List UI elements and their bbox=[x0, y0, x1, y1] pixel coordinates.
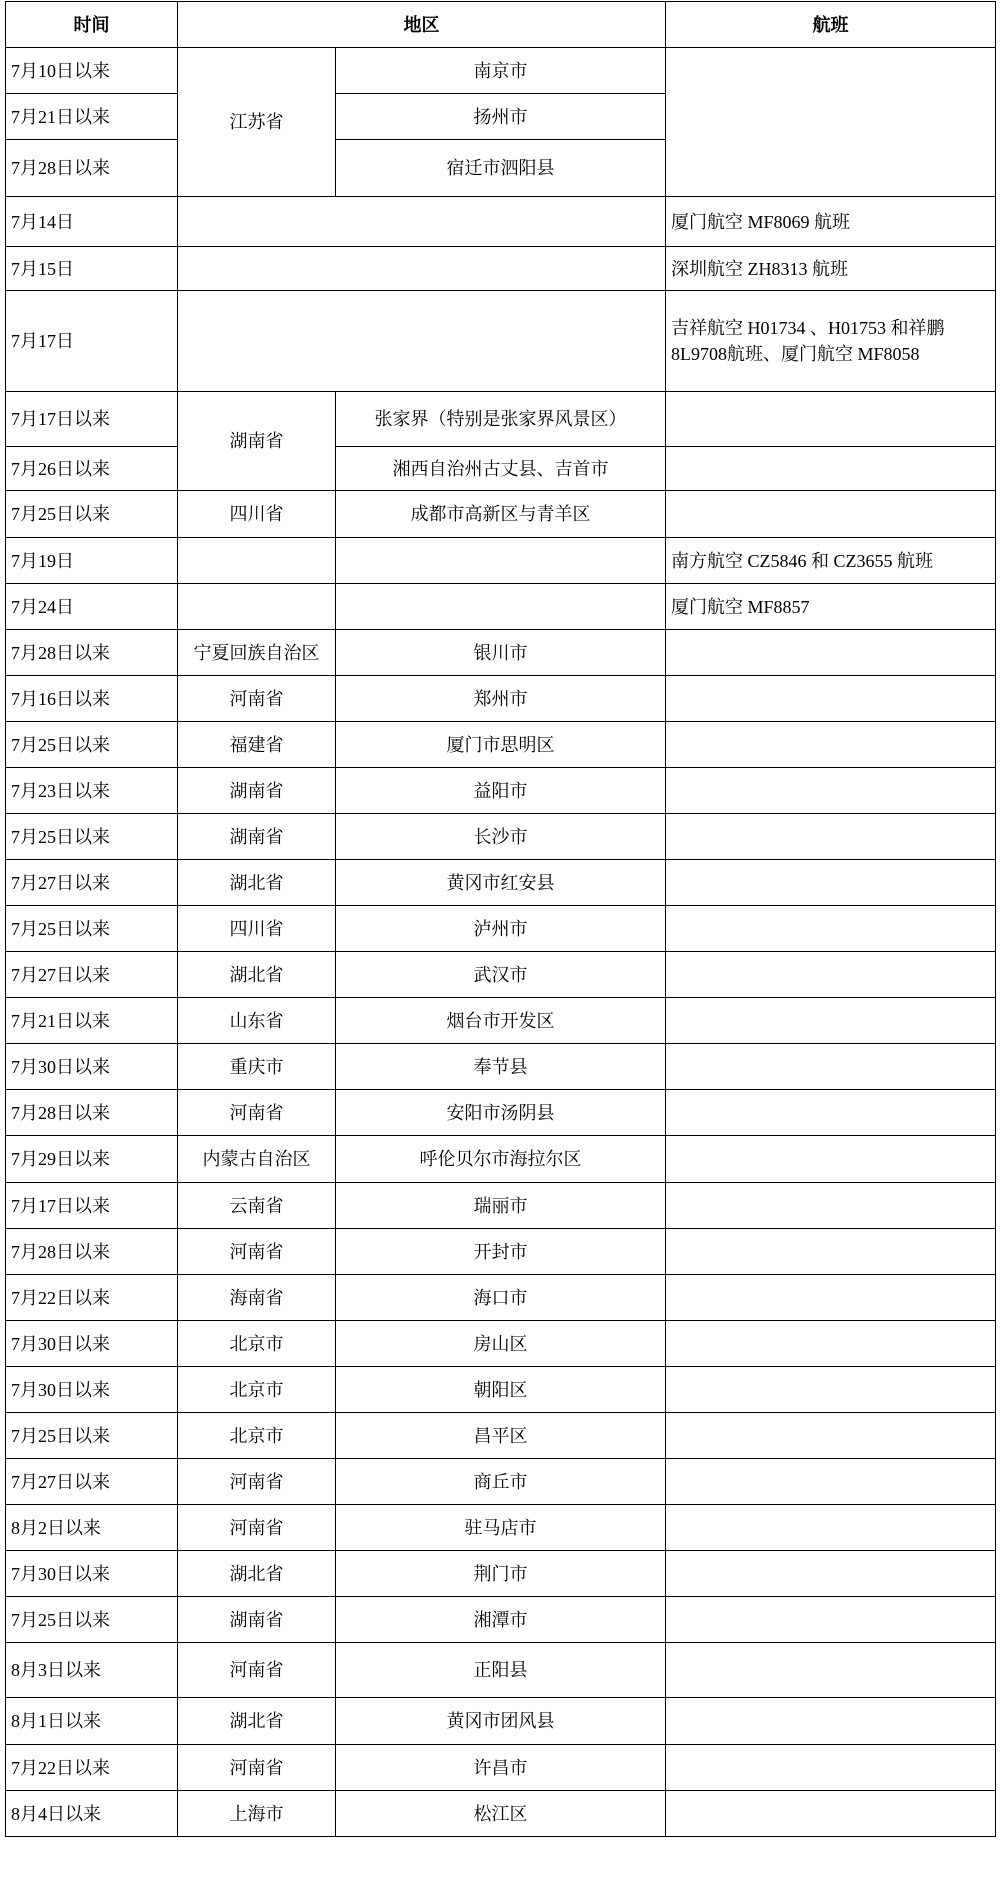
flight-cell: 吉祥航空 H01734 、H01753 和祥鹏 8L9708航班、厦门航空 MF8058 bbox=[666, 291, 996, 392]
city-cell: 郑州市 bbox=[336, 676, 666, 722]
time-cell: 7月15日 bbox=[6, 247, 178, 291]
province-cell: 北京市 bbox=[178, 1321, 336, 1367]
city-cell: 朝阳区 bbox=[336, 1367, 666, 1413]
time-cell: 7月30日以来 bbox=[6, 1367, 178, 1413]
time-cell: 7月26日以来 bbox=[6, 447, 178, 491]
time-cell: 7月28日以来 bbox=[6, 140, 178, 197]
flight-cell bbox=[666, 1698, 996, 1745]
table-row bbox=[6, 291, 996, 392]
city-cell: 成都市高新区与青羊区 bbox=[336, 491, 666, 538]
time-cell: 8月3日以来 bbox=[6, 1643, 178, 1698]
time-cell: 7月24日 bbox=[6, 584, 178, 630]
time-cell: 7月22日以来 bbox=[6, 1275, 178, 1321]
header-row bbox=[6, 2, 996, 48]
city-cell: 奉节县 bbox=[336, 1044, 666, 1090]
city-cell: 松江区 bbox=[336, 1791, 666, 1837]
province-cell: 内蒙古自治区 bbox=[178, 1136, 336, 1183]
table-row bbox=[6, 860, 996, 906]
province-cell bbox=[178, 584, 336, 630]
flight-cell bbox=[666, 1791, 996, 1837]
province-cell: 湖北省 bbox=[178, 860, 336, 906]
province-cell: 河南省 bbox=[178, 1505, 336, 1551]
time-cell: 7月25日以来 bbox=[6, 1597, 178, 1643]
city-cell: 黄冈市红安县 bbox=[336, 860, 666, 906]
flight-cell: 深圳航空 ZH8313 航班 bbox=[666, 247, 996, 291]
province-cell: 湖南省 bbox=[178, 1597, 336, 1643]
flight-cell bbox=[666, 1044, 996, 1090]
province-cell: 河南省 bbox=[178, 1090, 336, 1136]
table-row bbox=[6, 722, 996, 768]
flight-cell bbox=[666, 906, 996, 952]
flight-cell bbox=[666, 952, 996, 998]
time-cell: 7月25日以来 bbox=[6, 906, 178, 952]
time-cell: 7月10日以来 bbox=[6, 48, 178, 94]
time-cell: 7月25日以来 bbox=[6, 1413, 178, 1459]
table-row bbox=[6, 491, 996, 538]
flight-cell bbox=[666, 1183, 996, 1229]
time-cell: 7月30日以来 bbox=[6, 1321, 178, 1367]
province-cell: 山东省 bbox=[178, 998, 336, 1044]
flight-cell bbox=[666, 1505, 996, 1551]
table-row bbox=[6, 197, 996, 247]
province-cell: 河南省 bbox=[178, 676, 336, 722]
flight-cell bbox=[666, 1459, 996, 1505]
table-row bbox=[6, 1597, 996, 1643]
city-cell: 昌平区 bbox=[336, 1413, 666, 1459]
time-cell: 7月17日以来 bbox=[6, 392, 178, 447]
time-cell: 7月30日以来 bbox=[6, 1551, 178, 1597]
province-cell: 云南省 bbox=[178, 1183, 336, 1229]
province-cell: 湖北省 bbox=[178, 1698, 336, 1745]
city-cell: 开封市 bbox=[336, 1229, 666, 1275]
time-cell: 7月14日 bbox=[6, 197, 178, 247]
time-cell: 7月19日 bbox=[6, 538, 178, 584]
city-cell: 烟台市开发区 bbox=[336, 998, 666, 1044]
city-cell: 武汉市 bbox=[336, 952, 666, 998]
time-cell: 8月1日以来 bbox=[6, 1698, 178, 1745]
city-cell: 湘西自治州古丈县、吉首市 bbox=[336, 447, 666, 491]
time-cell: 7月16日以来 bbox=[6, 676, 178, 722]
city-cell: 厦门市思明区 bbox=[336, 722, 666, 768]
table-row bbox=[6, 1745, 996, 1791]
table-row bbox=[6, 1791, 996, 1837]
city-cell: 扬州市 bbox=[336, 94, 666, 140]
province-cell: 河南省 bbox=[178, 1643, 336, 1698]
time-cell: 7月28日以来 bbox=[6, 1229, 178, 1275]
province-cell: 江苏省 bbox=[178, 48, 336, 197]
flight-cell bbox=[666, 860, 996, 906]
city-cell bbox=[336, 538, 666, 584]
flight-cell bbox=[666, 447, 996, 491]
flight-cell bbox=[666, 1597, 996, 1643]
city-cell: 泸州市 bbox=[336, 906, 666, 952]
flight-cell bbox=[666, 1745, 996, 1791]
table-row bbox=[6, 584, 996, 630]
flight-cell bbox=[666, 491, 996, 538]
city-cell: 房山区 bbox=[336, 1321, 666, 1367]
flight-cell bbox=[666, 392, 996, 447]
province-cell: 河南省 bbox=[178, 1229, 336, 1275]
table-row bbox=[6, 1044, 996, 1090]
flight-cell bbox=[666, 1090, 996, 1136]
table-row bbox=[6, 952, 996, 998]
table-row bbox=[6, 1413, 996, 1459]
province-cell: 北京市 bbox=[178, 1367, 336, 1413]
time-cell: 7月29日以来 bbox=[6, 1136, 178, 1183]
flight-cell bbox=[666, 814, 996, 860]
table-row bbox=[6, 768, 996, 814]
time-cell: 8月4日以来 bbox=[6, 1791, 178, 1837]
province-cell: 上海市 bbox=[178, 1791, 336, 1837]
province-cell: 宁夏回族自治区 bbox=[178, 630, 336, 676]
province-cell: 海南省 bbox=[178, 1275, 336, 1321]
table-row bbox=[6, 630, 996, 676]
province-cell: 湖北省 bbox=[178, 952, 336, 998]
table-row bbox=[6, 447, 996, 491]
time-cell: 7月23日以来 bbox=[6, 768, 178, 814]
province-cell: 湖南省 bbox=[178, 814, 336, 860]
province-cell: 重庆市 bbox=[178, 1044, 336, 1090]
city-cell: 许昌市 bbox=[336, 1745, 666, 1791]
table-row bbox=[6, 1643, 996, 1698]
time-cell: 7月22日以来 bbox=[6, 1745, 178, 1791]
flight-cell: 南方航空 CZ5846 和 CZ3655 航班 bbox=[666, 538, 996, 584]
city-cell: 黄冈市团风县 bbox=[336, 1698, 666, 1745]
city-cell: 银川市 bbox=[336, 630, 666, 676]
time-cell: 7月27日以来 bbox=[6, 952, 178, 998]
time-cell: 7月30日以来 bbox=[6, 1044, 178, 1090]
time-cell: 7月25日以来 bbox=[6, 814, 178, 860]
table-row bbox=[6, 998, 996, 1044]
flight-cell bbox=[666, 1367, 996, 1413]
flight-cell bbox=[666, 1275, 996, 1321]
table-row bbox=[6, 1505, 996, 1551]
header-region: 地区 bbox=[178, 2, 666, 48]
time-cell: 7月28日以来 bbox=[6, 1090, 178, 1136]
table-row bbox=[6, 247, 996, 291]
table-body bbox=[6, 48, 996, 1837]
province-cell: 河南省 bbox=[178, 1745, 336, 1791]
city-cell bbox=[336, 584, 666, 630]
city-cell: 长沙市 bbox=[336, 814, 666, 860]
table-row bbox=[6, 1136, 996, 1183]
time-cell: 7月27日以来 bbox=[6, 1459, 178, 1505]
header-flight: 航班 bbox=[666, 2, 996, 48]
province-cell: 福建省 bbox=[178, 722, 336, 768]
city-cell: 荆门市 bbox=[336, 1551, 666, 1597]
city-cell: 正阳县 bbox=[336, 1643, 666, 1698]
province-cell: 北京市 bbox=[178, 1413, 336, 1459]
flight-cell bbox=[666, 1413, 996, 1459]
city-cell: 瑞丽市 bbox=[336, 1183, 666, 1229]
table-row bbox=[6, 1090, 996, 1136]
region-cell bbox=[178, 197, 666, 247]
table-row bbox=[6, 538, 996, 584]
header-time: 时间 bbox=[6, 2, 178, 48]
flight-cell bbox=[666, 998, 996, 1044]
province-cell: 河南省 bbox=[178, 1459, 336, 1505]
time-cell: 7月17日以来 bbox=[6, 1183, 178, 1229]
table-row bbox=[6, 1275, 996, 1321]
time-cell: 7月21日以来 bbox=[6, 998, 178, 1044]
table-row bbox=[6, 1321, 996, 1367]
flight-cell bbox=[666, 676, 996, 722]
table-row bbox=[6, 1459, 996, 1505]
table-row bbox=[6, 392, 996, 447]
city-cell: 宿迁市泗阳县 bbox=[336, 140, 666, 197]
province-cell bbox=[178, 538, 336, 584]
flight-cell: 厦门航空 MF8857 bbox=[666, 584, 996, 630]
province-cell: 四川省 bbox=[178, 491, 336, 538]
time-cell: 7月17日 bbox=[6, 291, 178, 392]
city-cell: 呼伦贝尔市海拉尔区 bbox=[336, 1136, 666, 1183]
flight-cell bbox=[666, 48, 996, 197]
province-cell: 湖北省 bbox=[178, 1551, 336, 1597]
flight-cell bbox=[666, 1321, 996, 1367]
flight-cell: 厦门航空 MF8069 航班 bbox=[666, 197, 996, 247]
region-cell bbox=[178, 291, 666, 392]
region-cell bbox=[178, 247, 666, 291]
city-cell: 益阳市 bbox=[336, 768, 666, 814]
time-cell: 8月2日以来 bbox=[6, 1505, 178, 1551]
city-cell: 湘潭市 bbox=[336, 1597, 666, 1643]
flight-cell bbox=[666, 1643, 996, 1698]
flight-cell bbox=[666, 630, 996, 676]
table-row bbox=[6, 906, 996, 952]
table-row bbox=[6, 48, 996, 94]
table-row bbox=[6, 1698, 996, 1745]
table-row bbox=[6, 1229, 996, 1275]
risk-area-table bbox=[5, 1, 996, 1837]
flight-cell bbox=[666, 1229, 996, 1275]
time-cell: 7月28日以来 bbox=[6, 630, 178, 676]
flight-cell bbox=[666, 1551, 996, 1597]
time-cell: 7月25日以来 bbox=[6, 722, 178, 768]
city-cell: 南京市 bbox=[336, 48, 666, 94]
time-cell: 7月21日以来 bbox=[6, 94, 178, 140]
province-cell: 湖南省 bbox=[178, 768, 336, 814]
table-row bbox=[6, 1367, 996, 1413]
table-row bbox=[6, 676, 996, 722]
city-cell: 海口市 bbox=[336, 1275, 666, 1321]
time-cell: 7月27日以来 bbox=[6, 860, 178, 906]
province-cell: 湖南省 bbox=[178, 392, 336, 491]
city-cell: 驻马店市 bbox=[336, 1505, 666, 1551]
table-row bbox=[6, 1551, 996, 1597]
province-cell: 四川省 bbox=[178, 906, 336, 952]
time-cell: 7月25日以来 bbox=[6, 491, 178, 538]
city-cell: 安阳市汤阴县 bbox=[336, 1090, 666, 1136]
flight-cell bbox=[666, 1136, 996, 1183]
city-cell: 张家界（特别是张家界风景区） bbox=[336, 392, 666, 447]
table-row bbox=[6, 814, 996, 860]
flight-cell bbox=[666, 768, 996, 814]
flight-cell bbox=[666, 722, 996, 768]
table-row bbox=[6, 1183, 996, 1229]
city-cell: 商丘市 bbox=[336, 1459, 666, 1505]
